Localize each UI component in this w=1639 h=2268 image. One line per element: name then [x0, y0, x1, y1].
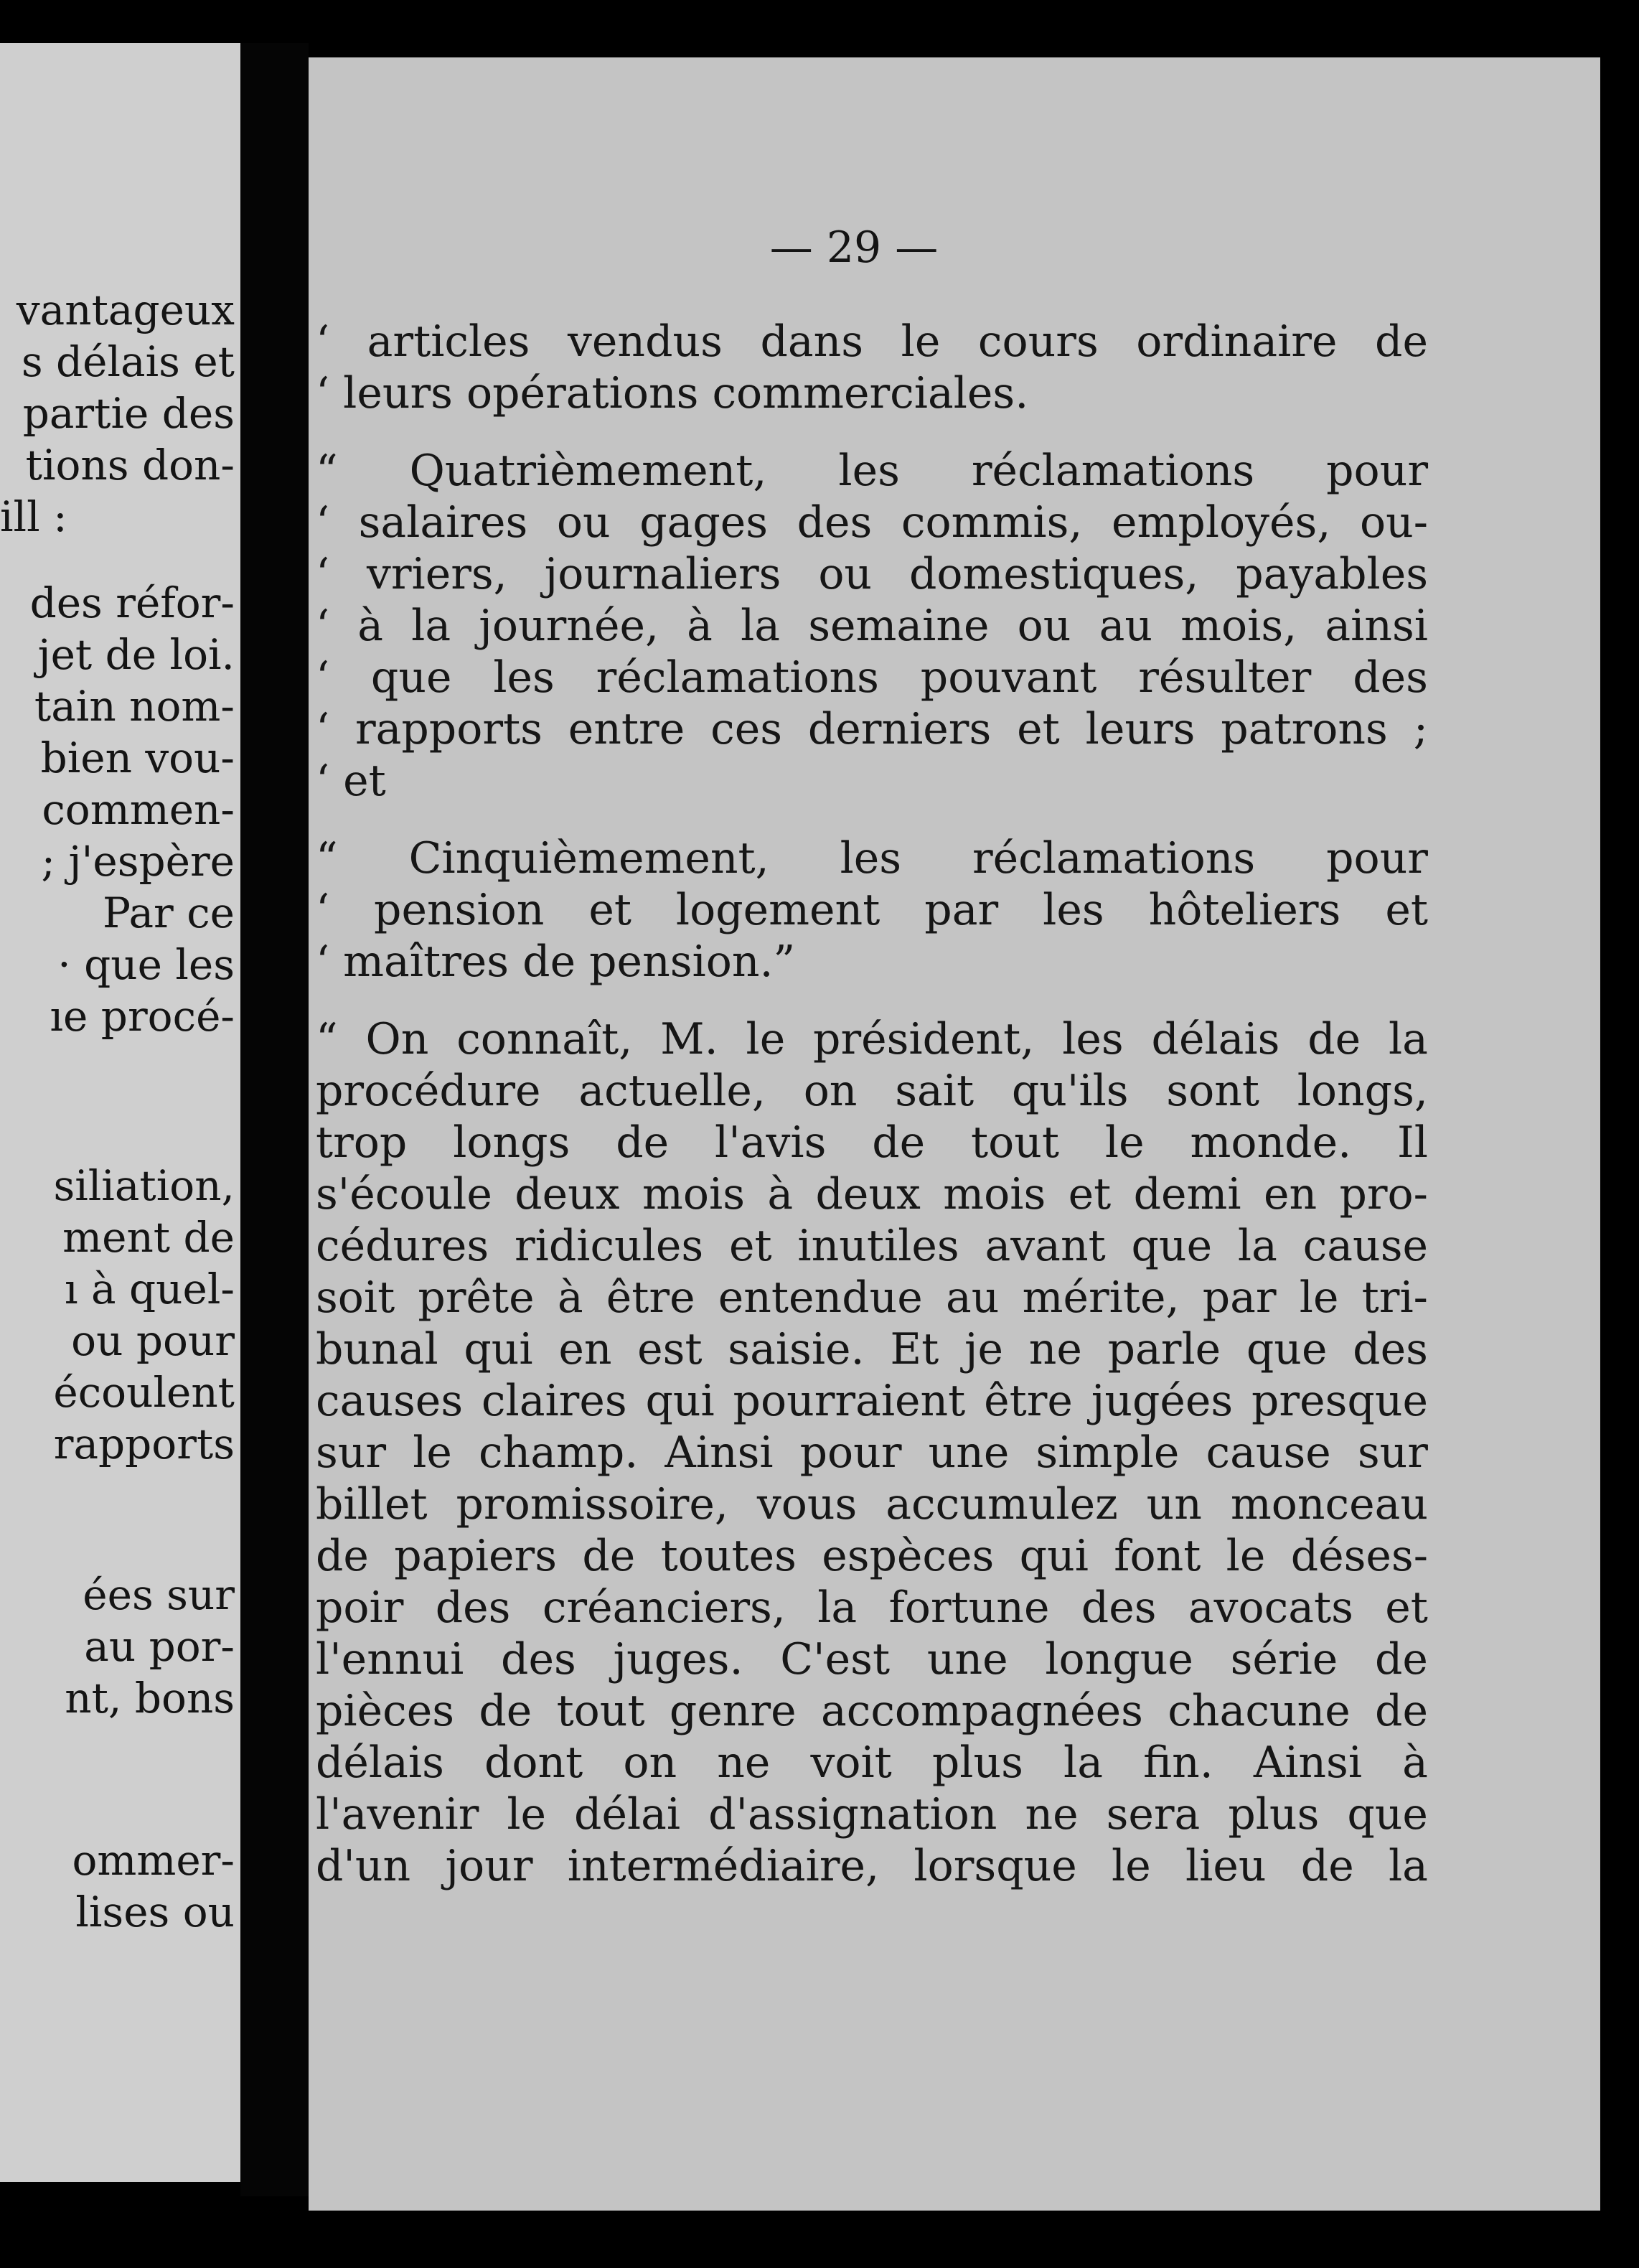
- text-line: ‘ et: [316, 756, 386, 806]
- left-text-line: tions don-: [25, 441, 235, 489]
- paragraph: [316, 316, 1428, 419]
- left-text-line: lises ou: [75, 1888, 235, 1936]
- left-text-line: au por-: [84, 1622, 235, 1671]
- text-line: “ On connaît, M. le président, les délais de la: [316, 1014, 1428, 1064]
- text-line: ‘ à la journée, à la semaine ou au mois, ainsi: [316, 601, 1428, 651]
- text-line: pièces de tout genre accompagnées chacune de: [316, 1686, 1428, 1736]
- left-text-line: ; j'espère: [41, 837, 235, 886]
- left-text-line: ı à quel-: [65, 1265, 235, 1313]
- left-text-line: jet de loi.: [37, 630, 235, 679]
- left-text-line: écoulent: [53, 1368, 235, 1417]
- paragraph: [316, 445, 1428, 807]
- left-text-line: bien vou-: [40, 734, 235, 782]
- left-text-line: nt, bons: [65, 1674, 235, 1723]
- paragraph: [316, 833, 1428, 988]
- left-text-line: s délais et: [21, 337, 235, 386]
- text-line: sur le champ. Ainsi pour une simple cause sur: [316, 1428, 1428, 1478]
- left-page-fragment: [0, 43, 240, 2182]
- page-number: — 29 —: [769, 222, 939, 273]
- right-page: [309, 57, 1600, 2211]
- text-line: trop longs de l'avis de tout le monde. Il: [316, 1117, 1428, 1168]
- text-line: “ Cinquièmement, les réclamations pour: [316, 833, 1428, 884]
- text-line: causes claires qui pourraient être jugées presque: [316, 1376, 1428, 1426]
- paragraph: [316, 1013, 1428, 1892]
- text-line: s'écoule deux mois à deux mois et demi en pro-: [316, 1169, 1428, 1219]
- left-text-line: ou pour: [71, 1316, 235, 1365]
- left-text-line: ées sur: [83, 1570, 235, 1619]
- text-line: ‘ rapports entre ces derniers et leurs patrons ;: [316, 704, 1428, 754]
- left-text-line: commen-: [42, 785, 235, 834]
- text-line: “ Quatrièmement, les réclamations pour: [316, 446, 1428, 496]
- text-line: l'avenir le délai d'assignation ne sera plus que: [316, 1789, 1428, 1840]
- left-text-line: vantageux: [16, 286, 235, 334]
- left-text-line: tain nom-: [34, 682, 235, 731]
- left-text-line: siliation,: [53, 1161, 235, 1210]
- text-line: bunal qui en est saisie. Et je ne parle que des: [316, 1324, 1428, 1374]
- left-text-line: ill :: [0, 492, 67, 541]
- text-line: ‘ pension et logement par les hôteliers et: [316, 885, 1428, 935]
- text-line: billet promissoire, vous accumulez un monceau: [316, 1479, 1428, 1529]
- left-text-line: · que les: [57, 940, 235, 989]
- text-line: d'un jour intermédiaire, lorsque le lieu de la: [316, 1841, 1428, 1891]
- page-body: [316, 316, 1428, 1892]
- left-text-line: partie des: [22, 389, 235, 438]
- left-text-line: ment de: [62, 1213, 235, 1262]
- text-line: de papiers de toutes espèces qui font le déses-: [316, 1531, 1428, 1581]
- book-gutter: [240, 43, 309, 2196]
- left-text-line: ommer-: [72, 1836, 235, 1885]
- left-text-line: rapports: [53, 1420, 235, 1468]
- left-text-line: ıe procé-: [50, 992, 235, 1041]
- text-line: ‘ vriers, journaliers ou domestiques, payables: [316, 549, 1428, 599]
- text-line: ‘ maîtres de pension.”: [316, 937, 796, 987]
- text-line: ‘ articles vendus dans le cours ordinaire de: [316, 317, 1428, 367]
- text-line: ‘ salaires ou gages des commis, employés, ou-: [316, 497, 1428, 548]
- left-text-line: Par ce: [103, 889, 235, 937]
- text-line: ‘ que les réclamations pouvant résulter des: [316, 652, 1428, 703]
- text-line: l'ennui des juges. C'est une longue série de: [316, 1634, 1428, 1684]
- text-line: délais dont on ne voit plus la fin. Ainsi à: [316, 1738, 1428, 1788]
- text-line: ‘ leurs opérations commerciales.: [316, 368, 1029, 418]
- text-line: procédure actuelle, on sait qu'ils sont longs,: [316, 1066, 1428, 1116]
- text-line: soit prête à être entendue au mérite, par le tri-: [316, 1273, 1428, 1323]
- text-line: poir des créanciers, la fortune des avocats et: [316, 1583, 1428, 1633]
- text-line: cédures ridicules et inutiles avant que la cause: [316, 1221, 1428, 1271]
- left-text-line: des réfor-: [29, 578, 235, 627]
